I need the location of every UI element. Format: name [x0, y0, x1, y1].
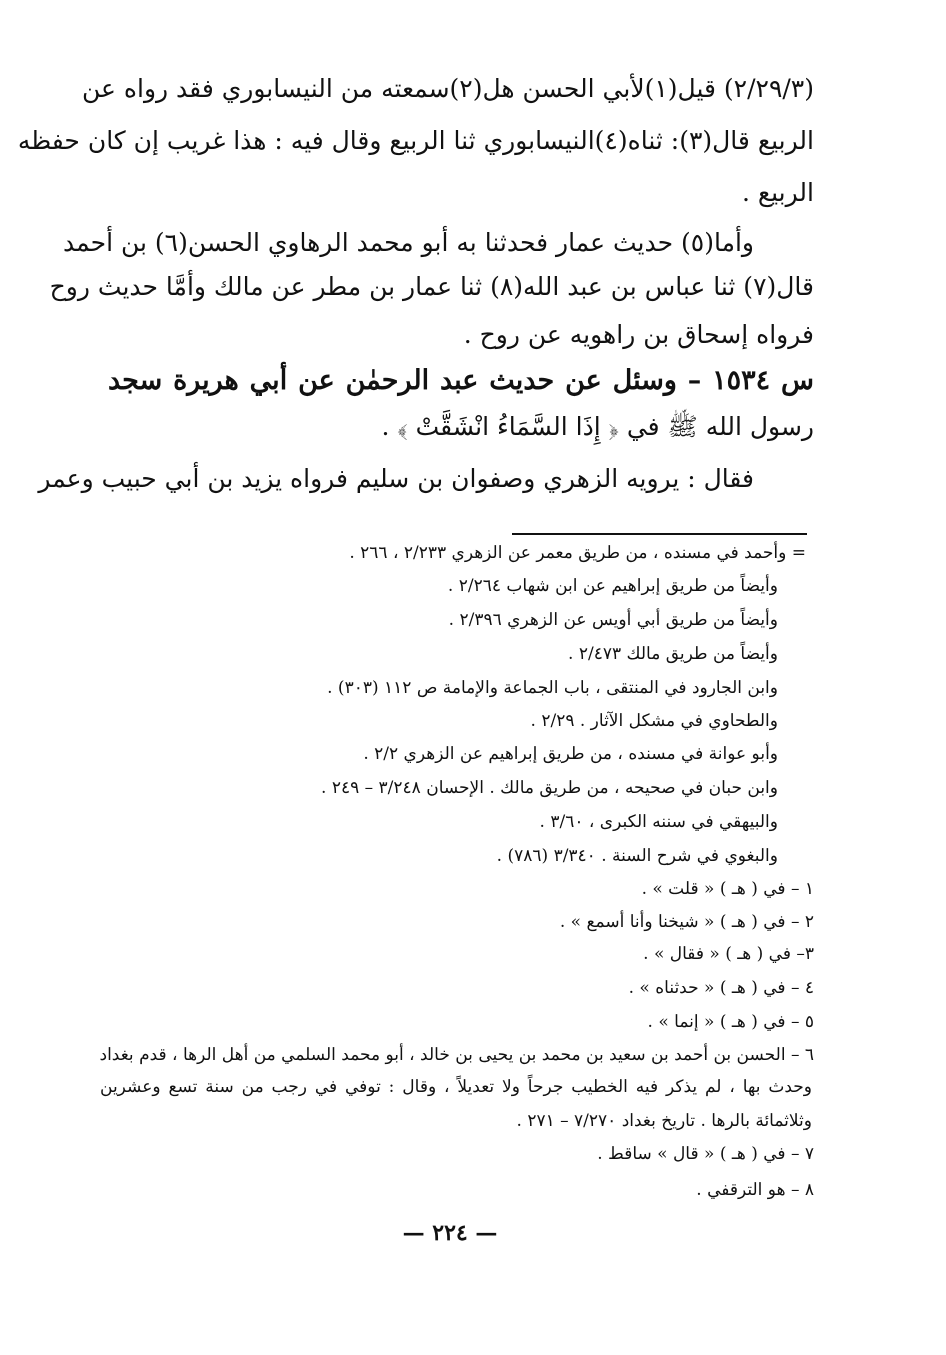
- footnote-line: وأبو عوانة في مسنده ، من طريق إبراهيم عن الزهري ٢/٢ .: [363, 744, 778, 764]
- body-line: فرواه إسحاق بن راهويه عن روح .: [463, 320, 814, 349]
- footnote-line: والطحاوي في مشكل الآثار . ٢/٢٩ .: [530, 711, 778, 731]
- footnote-item: ٨ – هو الترقفي .: [696, 1180, 814, 1200]
- body-line: وأما(٥) حديث عمار فحدثنا به أبو محمد الرهاوي الحسن(٦) بن أحمد: [63, 228, 754, 257]
- footnote-line: والبغوي في شرح السنة . ٣/٣٤٠ (٧٨٦) .: [496, 846, 778, 866]
- question-heading: س ١٥٣٤ – وسئل عن حديث عبد الرحمٰن عن أبي هريرة سجد: [108, 365, 814, 396]
- footnote-item: ٧ – في ( هـ ) « قال » ساقط .: [597, 1144, 814, 1164]
- footnote-divider: [512, 533, 807, 535]
- body-line: رسول الله ﷺ في ﴿ إِذَا السَّمَاءُ انْشَقَّتْ ﴾ .: [381, 412, 814, 441]
- footnote-line: وابن الجارود في المنتقى ، باب الجماعة والإمامة ص ١١٢ (٣٠٣) .: [327, 678, 778, 698]
- footnote-item: ٥ – في ( هـ ) « إنما » .: [647, 1012, 814, 1032]
- footnote-item: ٣– في ( هـ ) « فقال » .: [643, 944, 814, 964]
- footnote-item: ٤ – في ( هـ ) « حدثناه » .: [628, 978, 814, 998]
- footnote-line: وثلاثمائة بالرها . تاريخ بغداد ٧/٢٧٠ – ٢٧١ .: [516, 1111, 812, 1131]
- body-line: الربيع .: [741, 178, 814, 207]
- footnote-line: وأيضاً من طريق إبراهيم عن ابن شهاب ٢/٢٦٤ .: [447, 576, 778, 596]
- footnote-line: وأيضاً من طريق مالك ٢/٤٧٣ .: [568, 644, 778, 664]
- footnote-line: = وأحمد في مسنده ، من طريق معمر عن الزهري ٢/٢٣٣ ، ٢٦٦ .: [349, 543, 806, 563]
- body-line: الربيع قال(٣): ثناه(٤)النيسابوري ثنا الربيع وقال فيه : هذا غريب إن كان حفظه: [17, 126, 814, 155]
- footnote-item: ١ – في ( هـ ) « قلت » .: [641, 879, 814, 899]
- footnote-line: وأيضاً من طريق أبي أويس عن الزهري ٢/٣٩٦ .: [448, 610, 778, 630]
- body-line: (٢/٢٩/٣) قيل(١)لأبي الحسن هل(٢)سمعته من النيسابوري فقد رواه عن: [82, 74, 814, 103]
- footnote-line: وحدث بها ، لم يذكر فيه الخطيب جرحاً ولا تعديلاً ، وقال : توفي في رجب من سنة تسع وعشرين: [100, 1077, 812, 1097]
- footnote-line: والبيهقي في سننه الكبرى ، ٣/٦٠ .: [539, 812, 778, 832]
- footnote-line: وابن حبان في صحيحه ، من طريق مالك . الإحسان ٣/٢٤٨ – ٢٤٩ .: [321, 778, 778, 798]
- body-line: فقال : يرويه الزهري وصفوان بن سليم فرواه يزيد بن أبي حبيب وعمر: [38, 464, 754, 493]
- footnote-item: ٦ – الحسن بن أحمد بن سعيد بن محمد بن يحيى بن خالد ، أبو محمد السلمي من أهل الرها ، قدم بغداد: [99, 1045, 814, 1065]
- footnote-item: ٢ – في ( هـ ) « شيخنا وأنا أسمع » .: [559, 912, 814, 932]
- body-line: قال(٧) ثنا عباس بن عبد الله(٨) ثنا عمار بن مطر عن مالك وأمَّا حديث روح: [49, 272, 814, 301]
- page-number: — ٢٢٤ —: [402, 1220, 498, 1246]
